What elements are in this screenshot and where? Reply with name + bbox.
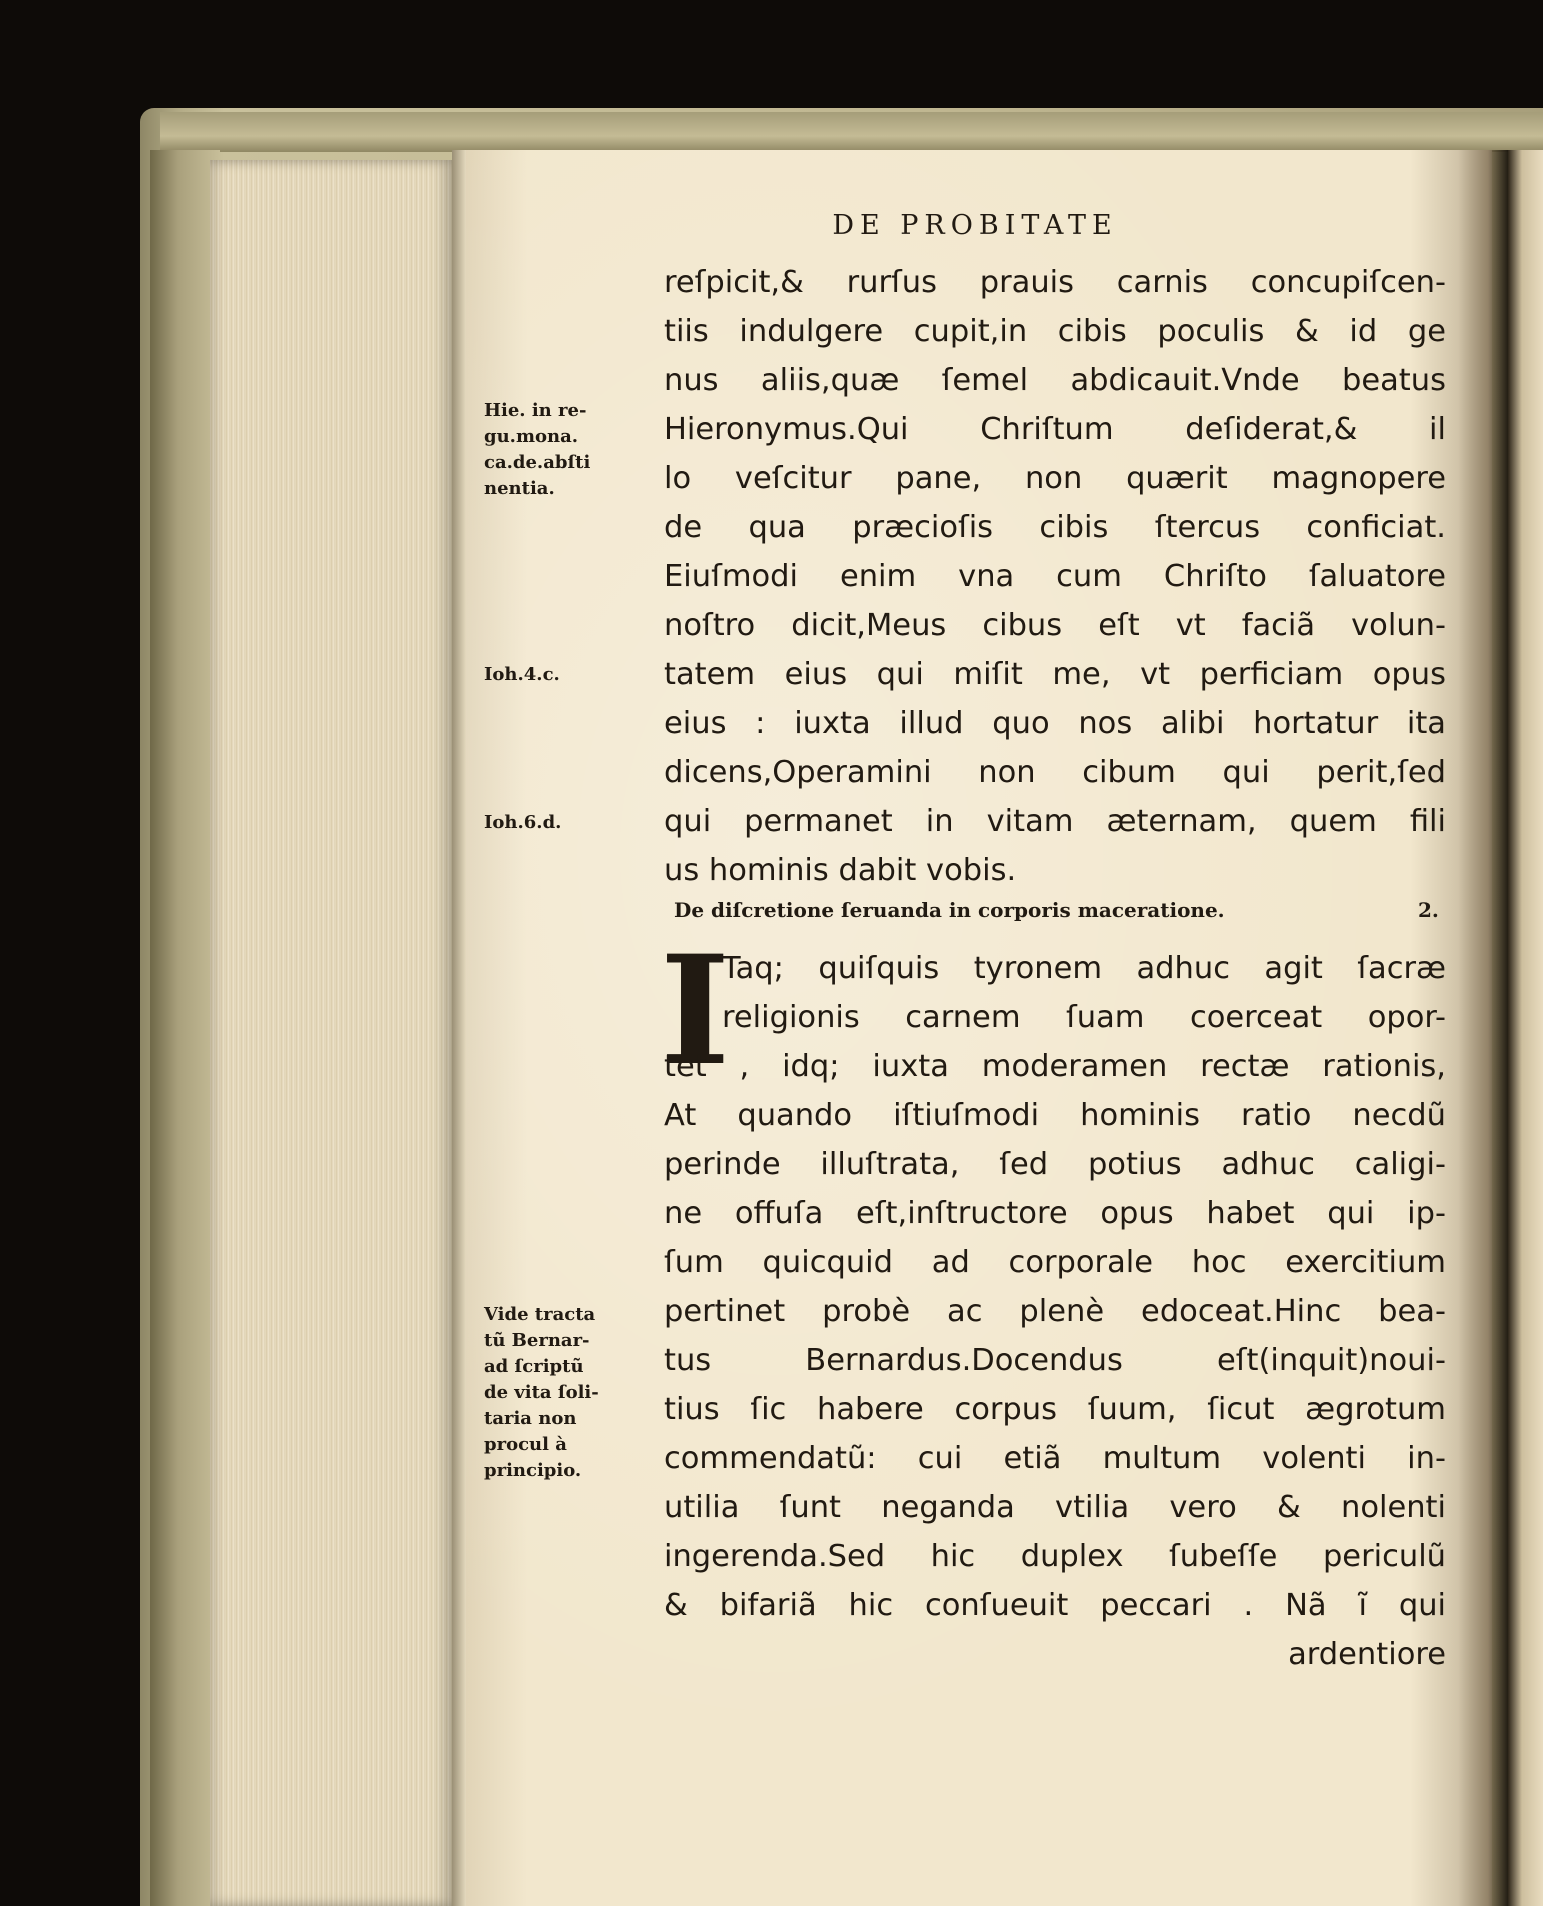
- text-line: perinde illuſtrata, ſed potius adhuc caligi-: [664, 1147, 1446, 1182]
- facing-page-edge: [1508, 150, 1543, 1906]
- margin-note-line: Hie. in re-: [484, 400, 587, 421]
- text-line: pertinet probè ac plenè edoceat.Hinc bea-: [664, 1294, 1446, 1329]
- margin-note-line: principio.: [484, 1460, 582, 1481]
- text-line: tius ſic habere corpus ſuum, ſicut ægrotum: [664, 1392, 1446, 1427]
- margin-note-line: ad ſcriptũ: [484, 1356, 584, 1377]
- text-line: lo veſcitur pane, non quærit magnopere: [664, 461, 1446, 496]
- text-line: tet , idq; iuxta moderamen rectæ rationis,: [664, 1049, 1446, 1084]
- text-line: reſpicit,& rurſus prauis carnis concupiſcen-: [664, 265, 1446, 300]
- text-line: & bifariã hic conſueuit peccari . Nã ĩ qui: [664, 1588, 1446, 1623]
- text-line: noſtro dicit,Meus cibus eſt vt faciã volun-: [664, 608, 1446, 643]
- text-line: At quando iſtiuſmodi hominis ratio necdũ: [664, 1098, 1446, 1133]
- page-block-edge: [210, 160, 455, 1906]
- text-line: religionis carnem ſuam coerceat opor-: [722, 1000, 1446, 1035]
- margin-note-ioh6: [484, 810, 664, 836]
- margin-note-line: de vita ſoli-: [484, 1382, 599, 1403]
- margin-note-line: gu.mona.: [484, 426, 579, 447]
- margin-note-hieronymus: [484, 398, 664, 502]
- margin-note-line: Ioh.6.d.: [484, 812, 562, 833]
- margin-note-line: ca.de.abſti: [484, 452, 591, 473]
- text-line: qui permanet in vitam æternam, quem fili: [664, 804, 1446, 839]
- margin-note-line: taria non: [484, 1408, 577, 1429]
- margin-note-line: tũ Bernar-: [484, 1330, 590, 1351]
- margin-note-bernard: [484, 1302, 664, 1484]
- section-number: 2.: [1418, 898, 1439, 922]
- text-line: eius : iuxta illud quo nos alibi hortatur ita: [664, 706, 1446, 741]
- running-head: DE PROBITATE: [832, 210, 1118, 241]
- drop-initial: I: [660, 923, 731, 1099]
- margin-note-line: procul à: [484, 1434, 567, 1455]
- text-line: commendatũ: cui etiã multum volenti in-: [664, 1441, 1446, 1476]
- text-line: de qua præcioſis cibis ſtercus conficiat.: [664, 510, 1446, 545]
- text-line: ſum quicquid ad corporale hoc exercitium: [664, 1245, 1446, 1280]
- text-line: ingerenda.Sed hic duplex ſubeſſe periculũ: [664, 1539, 1446, 1574]
- catchword: ardentiore: [1288, 1637, 1446, 1672]
- text-line: Taq; quiſquis tyronem adhuc agit ſacræ: [722, 951, 1446, 986]
- text-line: tatem eius qui miſit me, vt perficiam opus: [664, 657, 1446, 692]
- text-line: us hominis dabit vobis.: [664, 853, 1017, 888]
- text-line: nus aliis,quæ ſemel abdicauit.Vnde beatus: [664, 363, 1446, 398]
- margin-note-line: Ioh.4.c.: [484, 664, 560, 685]
- text-line: Eiuſmodi enim vna cum Chriſto ſaluatore: [664, 559, 1446, 594]
- gutter-shadow: [1458, 150, 1508, 1906]
- margin-note-line: nentia.: [484, 478, 555, 499]
- margin-note-ioh4: [484, 662, 664, 688]
- section-title: De diſcretione ſeruanda in corporis maceratione.: [674, 898, 1225, 922]
- text-line: utilia ſunt neganda vtilia vero & nolenti: [664, 1490, 1446, 1525]
- text-line: Hieronymus.Qui Chriſtum deſiderat,& il: [664, 412, 1446, 447]
- text-line: tiis indulgere cupit,in cibis poculis & id ge: [664, 314, 1446, 349]
- text-line: dicens,Operamini non cibum qui perit,ſed: [664, 755, 1446, 790]
- text-line: ne offuſa eſt,inſtructore opus habet qui ip-: [664, 1196, 1446, 1231]
- text-line: tus Bernardus.Docendus eſt(inquit)noui-: [664, 1343, 1446, 1378]
- cover-top-edge: [160, 112, 1543, 152]
- margin-note-line: Vide tracta: [484, 1304, 596, 1325]
